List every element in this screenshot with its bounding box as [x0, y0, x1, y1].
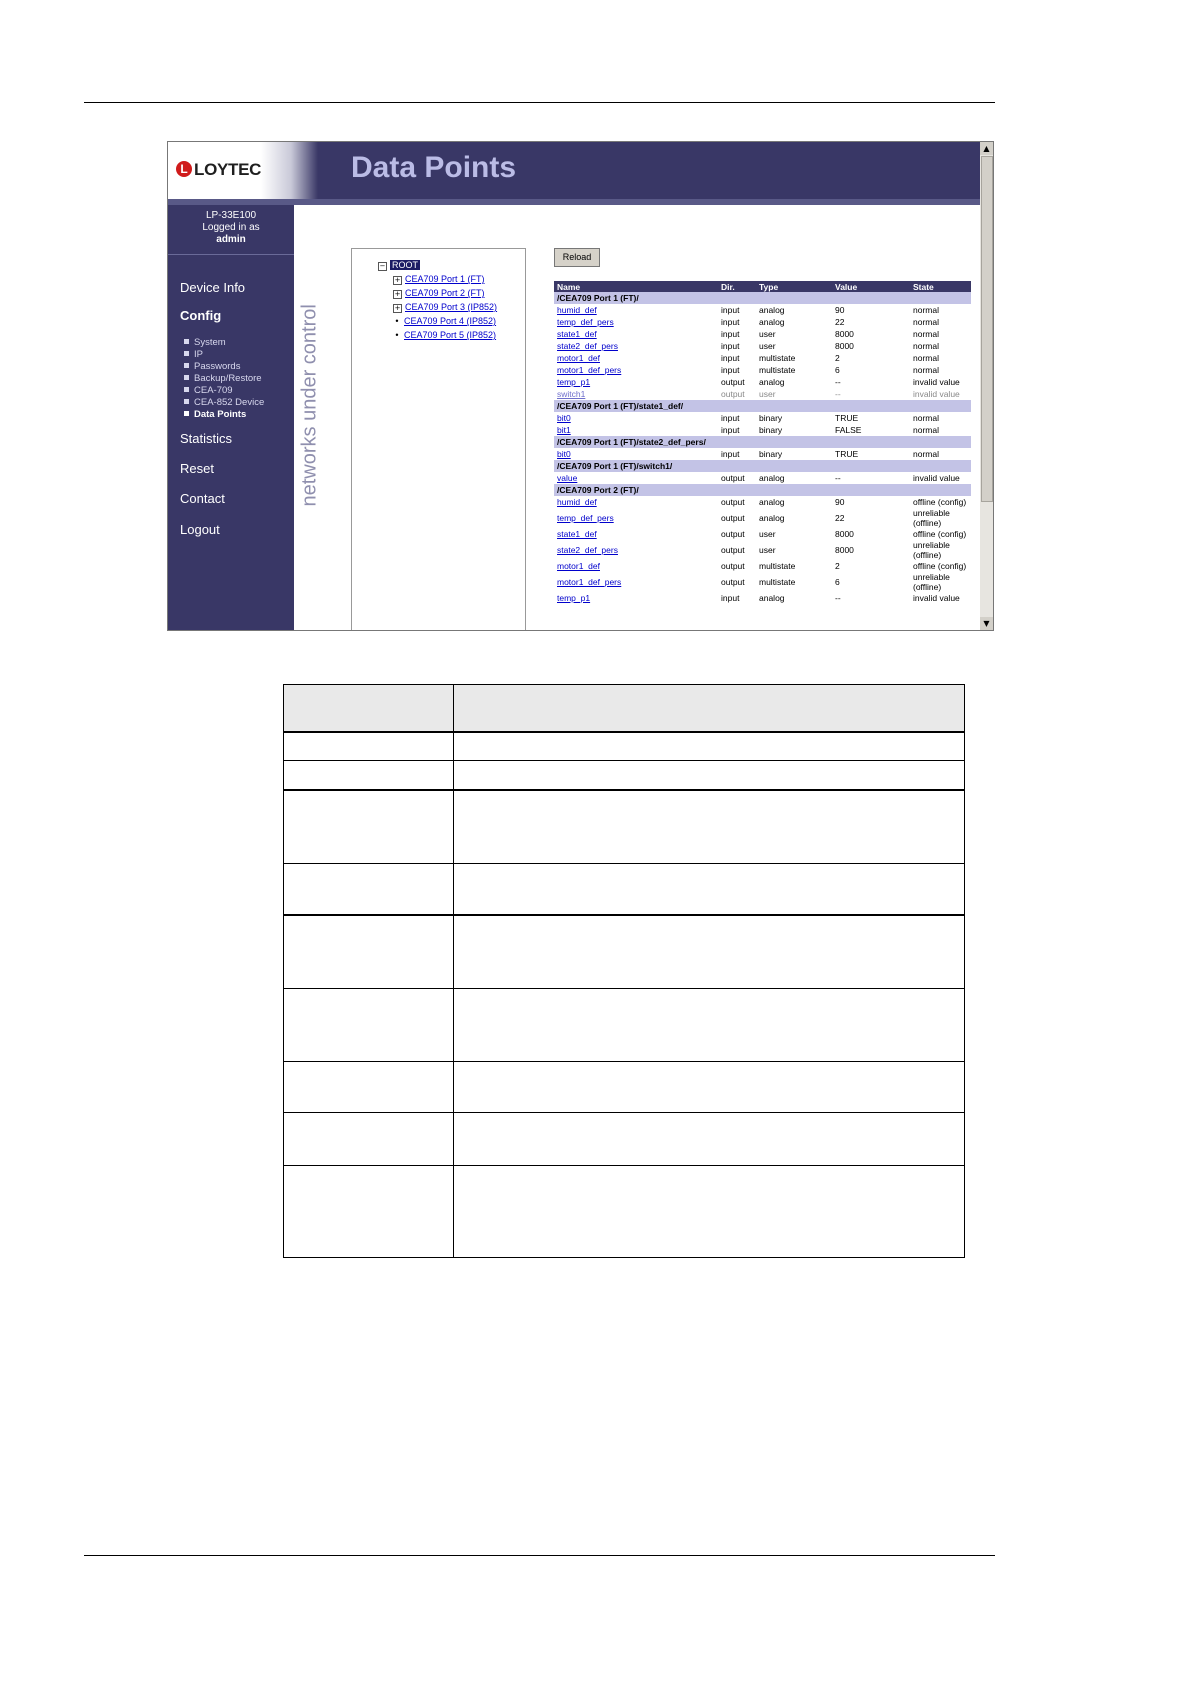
logo — [168, 142, 318, 199]
datapoint-link[interactable]: state2_def_pers — [557, 341, 618, 351]
cell-value: FALSE — [835, 425, 862, 435]
datapoint-link[interactable]: temp_p1 — [557, 377, 591, 387]
table-row — [554, 304, 971, 316]
cell-value: -- — [835, 593, 841, 603]
table-header — [554, 281, 971, 292]
cell-name — [554, 572, 718, 592]
scroll-down-icon[interactable]: ▼ — [980, 617, 993, 630]
data-points-table — [554, 281, 971, 604]
datapoint-link[interactable]: humid_def — [557, 497, 597, 507]
logged-in-label: Logged in as — [202, 222, 260, 233]
cell-state: normal — [913, 317, 939, 327]
datapoint-link[interactable]: temp_def_pers — [557, 513, 614, 523]
cell-value: TRUE — [835, 449, 859, 459]
cell-type: analog — [759, 305, 785, 315]
table-row — [554, 472, 971, 484]
cell-value: -- — [835, 377, 841, 387]
bullet-icon — [184, 351, 189, 356]
cell-state: normal — [913, 425, 939, 435]
datapoint-link[interactable]: motor1_def — [557, 353, 600, 363]
reload-button[interactable]: Reload — [554, 248, 600, 267]
logo-text: LOYTEC — [194, 160, 262, 179]
datapoint-link[interactable]: temp_def_pers — [557, 317, 614, 327]
description-table — [283, 684, 965, 1258]
cell-dir: output — [721, 473, 745, 483]
cell-name — [554, 328, 718, 340]
table-row-line — [283, 789, 965, 791]
datapoint-link[interactable]: motor1_def_pers — [557, 365, 622, 375]
datapoint-link[interactable]: state2_def_pers — [557, 545, 618, 555]
group-path: /CEA709 Port 1 (FT)/state1_def/ — [554, 400, 971, 412]
cell-value: -- — [835, 389, 841, 399]
cell-name — [554, 340, 718, 352]
datapoint-link[interactable]: switch1 — [557, 389, 586, 399]
datapoint-link[interactable]: motor1_def_pers — [557, 577, 622, 587]
tree-item-link[interactable]: CEA709 Port 5 (IP852) — [404, 330, 497, 340]
cell-name — [554, 508, 718, 528]
tree-root-label[interactable]: ROOT — [392, 260, 418, 270]
cell-dir: input — [721, 425, 740, 435]
group-path: /CEA709 Port 2 (FT)/ — [554, 484, 971, 496]
table-row-line — [283, 988, 965, 989]
tree-item[interactable] — [393, 274, 485, 285]
cell-name — [554, 540, 718, 560]
table-row — [554, 496, 971, 508]
table-row-line — [283, 1061, 965, 1062]
description-table-divider — [453, 684, 454, 1258]
cell-value: 6 — [835, 365, 840, 375]
cell-type: binary — [759, 413, 783, 423]
cell-dir: input — [721, 305, 740, 315]
cell-name — [554, 352, 718, 364]
cell-dir: output — [721, 529, 745, 539]
cell-name — [554, 388, 718, 400]
cell-value: 90 — [835, 305, 845, 315]
cell-state: normal — [913, 413, 939, 423]
device-name: LP-33E100 — [205, 210, 257, 221]
cell-state: normal — [913, 329, 939, 339]
leaf-dot-icon: • — [395, 330, 399, 340]
tree-item-link[interactable]: CEA709 Port 2 (FT) — [405, 288, 485, 298]
bullet-icon — [184, 375, 189, 380]
cell-name — [554, 560, 718, 572]
tagline-text: networks under control — [298, 304, 321, 507]
cell-type: user — [759, 545, 776, 555]
cell-state: offline (config) — [913, 561, 967, 571]
cell-name — [554, 448, 718, 460]
table-row-line — [283, 1165, 965, 1166]
cell-value: 8000 — [835, 545, 854, 555]
cell-state: normal — [913, 341, 939, 351]
cell-dir: input — [721, 365, 740, 375]
group-row — [554, 484, 971, 496]
table-row — [554, 508, 971, 528]
config-item-ip[interactable]: IP — [184, 349, 203, 360]
cell-dir: output — [721, 577, 745, 587]
cell-value: 8000 — [835, 341, 854, 351]
nav-device-info[interactable]: Device Info — [180, 280, 246, 295]
cell-state: unreliable (offline) — [913, 540, 950, 560]
cell-type: analog — [759, 497, 785, 507]
cell-value: 8000 — [835, 529, 854, 539]
tree-item[interactable] — [393, 288, 485, 299]
table-row — [554, 328, 971, 340]
cell-type: user — [759, 341, 776, 351]
datapoint-link[interactable]: bit0 — [557, 413, 571, 423]
page-top-rule — [84, 102, 995, 103]
cell-state: normal — [913, 353, 939, 363]
table-body — [554, 292, 971, 604]
login-info — [168, 210, 294, 246]
cell-name — [554, 592, 718, 604]
cell-type: analog — [759, 473, 785, 483]
tree-item-link[interactable]: CEA709 Port 4 (IP852) — [404, 316, 497, 326]
cell-type: multistate — [759, 561, 796, 571]
cell-value: 22 — [835, 317, 845, 327]
group-path: /CEA709 Port 1 (FT)/ — [554, 292, 971, 304]
cell-dir: input — [721, 413, 740, 423]
datapoint-tree — [351, 248, 526, 631]
cell-type: multistate — [759, 577, 796, 587]
group-row — [554, 460, 971, 472]
table-row — [554, 388, 971, 400]
table-row — [554, 560, 971, 572]
cell-value: 2 — [835, 561, 840, 571]
config-item-cea709[interactable]: CEA-709 — [184, 385, 233, 396]
table-row-line — [283, 863, 965, 864]
tree-item[interactable] — [393, 330, 496, 340]
table-row-line — [283, 1112, 965, 1113]
cell-name — [554, 472, 718, 484]
cell-name — [554, 412, 718, 424]
table-row-line — [283, 760, 965, 761]
cell-type: multistate — [759, 353, 796, 363]
datapoint-link[interactable]: bit0 — [557, 449, 571, 459]
cell-name — [554, 496, 718, 508]
cell-dir: input — [721, 341, 740, 351]
expand-icon[interactable]: + — [394, 290, 401, 298]
cell-state: unreliable (offline) — [913, 508, 950, 528]
cell-dir: output — [721, 497, 745, 507]
cell-type: user — [759, 389, 776, 399]
cell-dir: output — [721, 561, 745, 571]
cell-state: offline (config) — [913, 497, 967, 507]
scrollbar-thumb[interactable] — [981, 156, 993, 502]
table-row — [554, 412, 971, 424]
datapoint-link[interactable]: humid_def — [557, 305, 597, 315]
nav-config[interactable]: Config — [180, 308, 222, 323]
scroll-up-icon[interactable]: ▲ — [980, 142, 993, 155]
tree-item[interactable] — [393, 316, 496, 326]
config-item-passwords[interactable]: Passwords — [184, 361, 240, 372]
col-value: Value — [832, 281, 910, 292]
cell-state: offline (config) — [913, 529, 967, 539]
datapoint-link[interactable]: motor1_def — [557, 561, 600, 571]
group-row — [554, 292, 971, 304]
collapse-icon[interactable]: − — [379, 262, 386, 270]
cell-dir: output — [721, 389, 745, 399]
cell-value: 6 — [835, 577, 840, 587]
nav-logout[interactable]: Logout — [180, 522, 220, 537]
nav-contact[interactable]: Contact — [180, 491, 225, 506]
tree-item[interactable] — [393, 302, 497, 313]
cell-name — [554, 316, 718, 328]
table-row-line — [283, 914, 965, 916]
table-row — [554, 448, 971, 460]
bullet-icon — [184, 363, 189, 368]
cell-type: analog — [759, 377, 785, 387]
sidebar — [168, 205, 294, 630]
table-row — [554, 528, 971, 540]
cell-type: analog — [759, 513, 785, 523]
cell-type: analog — [759, 593, 785, 603]
table-row — [554, 340, 971, 352]
group-path: /CEA709 Port 1 (FT)/switch1/ — [554, 460, 971, 472]
leaf-dot-icon: • — [395, 316, 399, 326]
table-row — [554, 592, 971, 604]
group-path: /CEA709 Port 1 (FT)/state2_def_pers/ — [554, 436, 971, 448]
cell-dir: input — [721, 329, 740, 339]
tree-item-link[interactable]: CEA709 Port 1 (FT) — [405, 274, 485, 284]
page-bottom-rule — [84, 1555, 995, 1556]
cell-state: invalid value — [913, 593, 960, 603]
cell-state: unreliable (offline) — [913, 572, 950, 592]
cell-type: user — [759, 529, 776, 539]
cell-value: 2 — [835, 353, 840, 363]
bullet-icon — [184, 399, 189, 404]
cell-name — [554, 528, 718, 540]
cell-dir: output — [721, 377, 745, 387]
table-row-line — [283, 731, 965, 733]
cell-type: binary — [759, 425, 783, 435]
group-row — [554, 400, 971, 412]
config-item-backup-restore[interactable]: Backup/Restore — [184, 373, 262, 384]
cell-type: binary — [759, 449, 783, 459]
expand-icon[interactable]: + — [394, 304, 401, 312]
cell-dir: input — [721, 353, 740, 363]
cell-dir: input — [721, 317, 740, 327]
cell-state: invalid value — [913, 389, 960, 399]
sidebar-divider — [168, 254, 294, 255]
cell-dir: input — [721, 449, 740, 459]
nav-reset[interactable]: Reset — [180, 461, 214, 476]
table-row — [554, 316, 971, 328]
nav-statistics[interactable]: Statistics — [180, 431, 233, 446]
config-item-cea852-device[interactable]: CEA-852 Device — [184, 397, 264, 408]
tree-root[interactable] — [378, 260, 420, 271]
cell-value: -- — [835, 473, 841, 483]
header-bar — [168, 142, 980, 199]
cell-dir: input — [721, 593, 740, 603]
table-row — [554, 364, 971, 376]
cell-state: normal — [913, 449, 939, 459]
expand-icon[interactable]: + — [394, 276, 401, 284]
cell-type: analog — [759, 317, 785, 327]
cell-value: TRUE — [835, 413, 859, 423]
table-row — [554, 352, 971, 364]
cell-type: user — [759, 329, 776, 339]
col-state: State — [910, 281, 971, 292]
cell-dir: output — [721, 545, 745, 555]
cell-state: normal — [913, 365, 939, 375]
datapoint-link[interactable]: state1_def — [557, 329, 597, 339]
datapoint-link[interactable]: value — [557, 473, 578, 483]
tagline — [294, 205, 324, 630]
cell-state: invalid value — [913, 377, 960, 387]
col-type: Type — [756, 281, 832, 292]
page-title: Data Points — [351, 151, 517, 184]
cell-dir: output — [721, 513, 745, 523]
cell-state: normal — [913, 305, 939, 315]
col-name: Name — [554, 281, 718, 292]
datapoint-link[interactable]: state1_def — [557, 529, 597, 539]
col-dir: Dir. — [718, 281, 756, 292]
cell-name — [554, 424, 718, 436]
group-row — [554, 436, 971, 448]
bullet-icon — [184, 411, 189, 416]
bullet-icon — [184, 339, 189, 344]
cell-name — [554, 364, 718, 376]
data-points-screenshot — [167, 141, 994, 631]
table-row — [554, 572, 971, 592]
datapoint-link[interactable]: bit1 — [557, 425, 571, 435]
cell-type: multistate — [759, 365, 796, 375]
scrollbar[interactable] — [980, 142, 993, 630]
cell-value: 90 — [835, 497, 845, 507]
cell-name — [554, 304, 718, 316]
config-item-data-points[interactable]: Data Points — [184, 409, 246, 420]
bullet-icon — [184, 387, 189, 392]
tree-item-link[interactable]: CEA709 Port 3 (IP852) — [405, 302, 498, 312]
table-row — [554, 376, 971, 388]
loytec-logo-icon: L — [176, 161, 192, 177]
datapoint-link[interactable]: temp_p1 — [557, 593, 591, 603]
cell-name — [554, 376, 718, 388]
table-row — [554, 540, 971, 560]
cell-value: 22 — [835, 513, 845, 523]
config-item-system[interactable]: System — [184, 337, 226, 348]
cell-value: 8000 — [835, 329, 854, 339]
table-row — [554, 424, 971, 436]
cell-state: invalid value — [913, 473, 960, 483]
username: admin — [216, 234, 246, 245]
